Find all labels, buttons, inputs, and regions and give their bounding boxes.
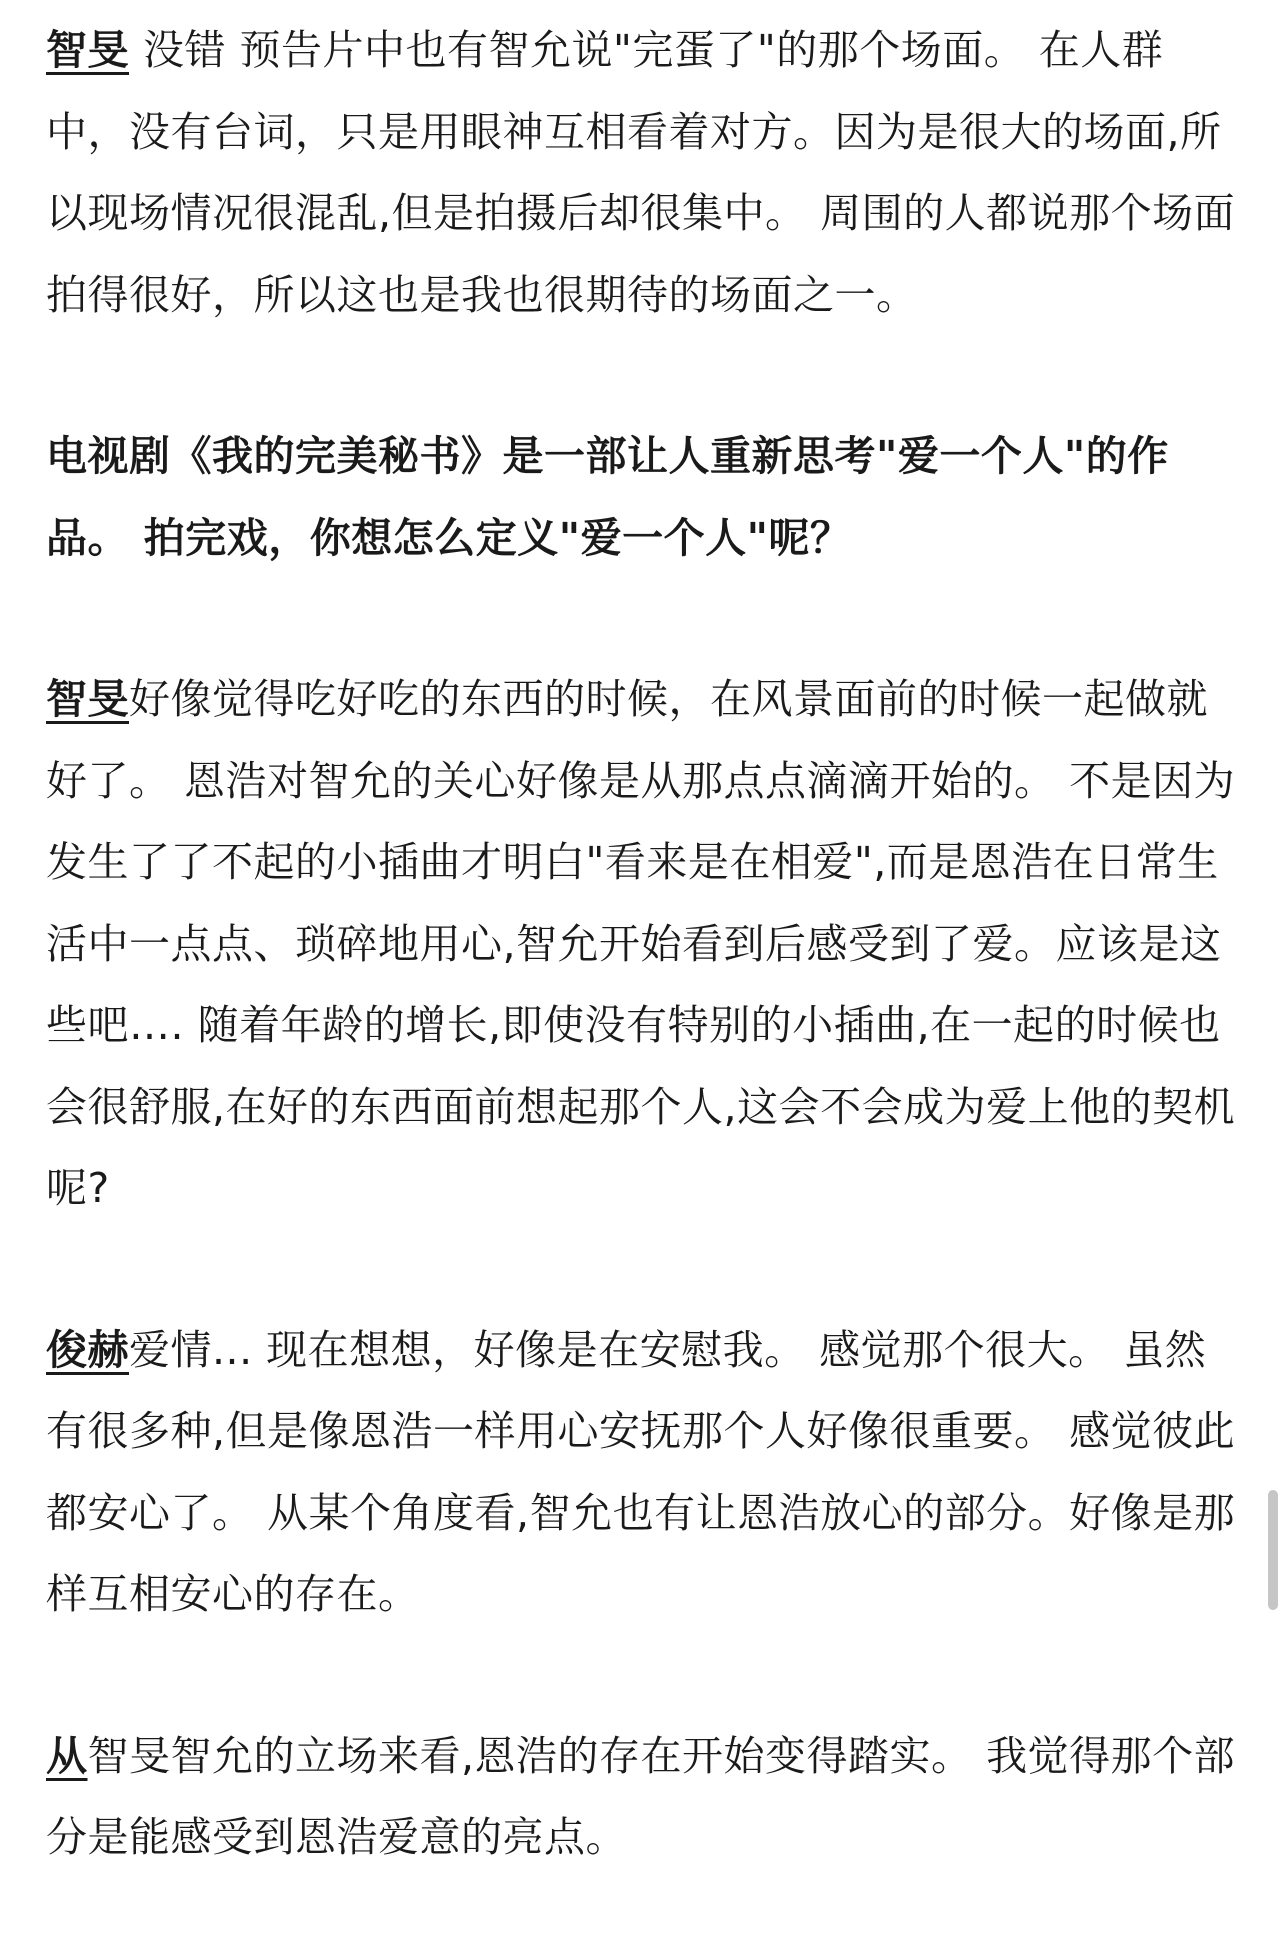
answer-paragraph-2 xyxy=(46,659,1241,1230)
scrollbar-thumb[interactable] xyxy=(1268,1490,1278,1610)
speaker-name: 智旻 xyxy=(46,675,129,723)
answer-text: 好像觉得吃好吃的东西的时候，在风景面前的时候一起做就好了。 恩浩对智允的关心好像是从那点点滴滴开始的。 不是因为发生了了不起的小插曲才明白"看来是在相爱",而是恩浩在日常生活中一点点、琐碎地用心,智允开始看到后感受到了爱。应该是这些吧…. 随着年龄的增长,即使没有特别的小插曲,在一起的时候也会很舒服,在好的东西面前想起那个人,这会不会成为爱上他的契机呢? xyxy=(46,675,1236,1212)
answer-paragraph-4 xyxy=(46,1716,1241,1879)
answer-paragraph-3 xyxy=(46,1310,1241,1636)
answer-text: 爱情... 现在想想，好像是在安慰我。 感觉那个很大。 虽然有很多种,但是像恩浩一样用心安抚那个人好像很重要。 感觉彼此都安心了。 从某个角度看,智允也有让恩浩放心的部分。好像是那样互相安心的存在。 xyxy=(46,1325,1236,1618)
speaker-name: 从 xyxy=(46,1731,88,1780)
answer-text: 没错 预告片中也有智允说"完蛋了"的那个场面。 在人群中，没有台词，只是用眼神互相看着对方。因为是很大的场面,所以现场情况很混乱,但是拍摄后却很集中。 周围的人都说那个场面拍得很好，所以这也是我也很期待的场面之一。 xyxy=(46,26,1236,319)
speaker-name: 智旻 xyxy=(46,26,129,74)
interview-question: 电视剧《我的完美秘书》是一部让人重新思考"爱一个人"的作品。 拍完戏，你想怎么定义"爱一个人"呢？ xyxy=(46,432,1169,562)
speaker-name: 俊赫 xyxy=(46,1325,129,1374)
answer-text: 智旻智允的立场来看,恩浩的存在开始变得踏实。 我觉得那个部分是能感受到恩浩爱意的亮点。 xyxy=(46,1731,1236,1861)
answer-paragraph-1 xyxy=(46,10,1241,336)
article-body xyxy=(46,10,1241,1959)
